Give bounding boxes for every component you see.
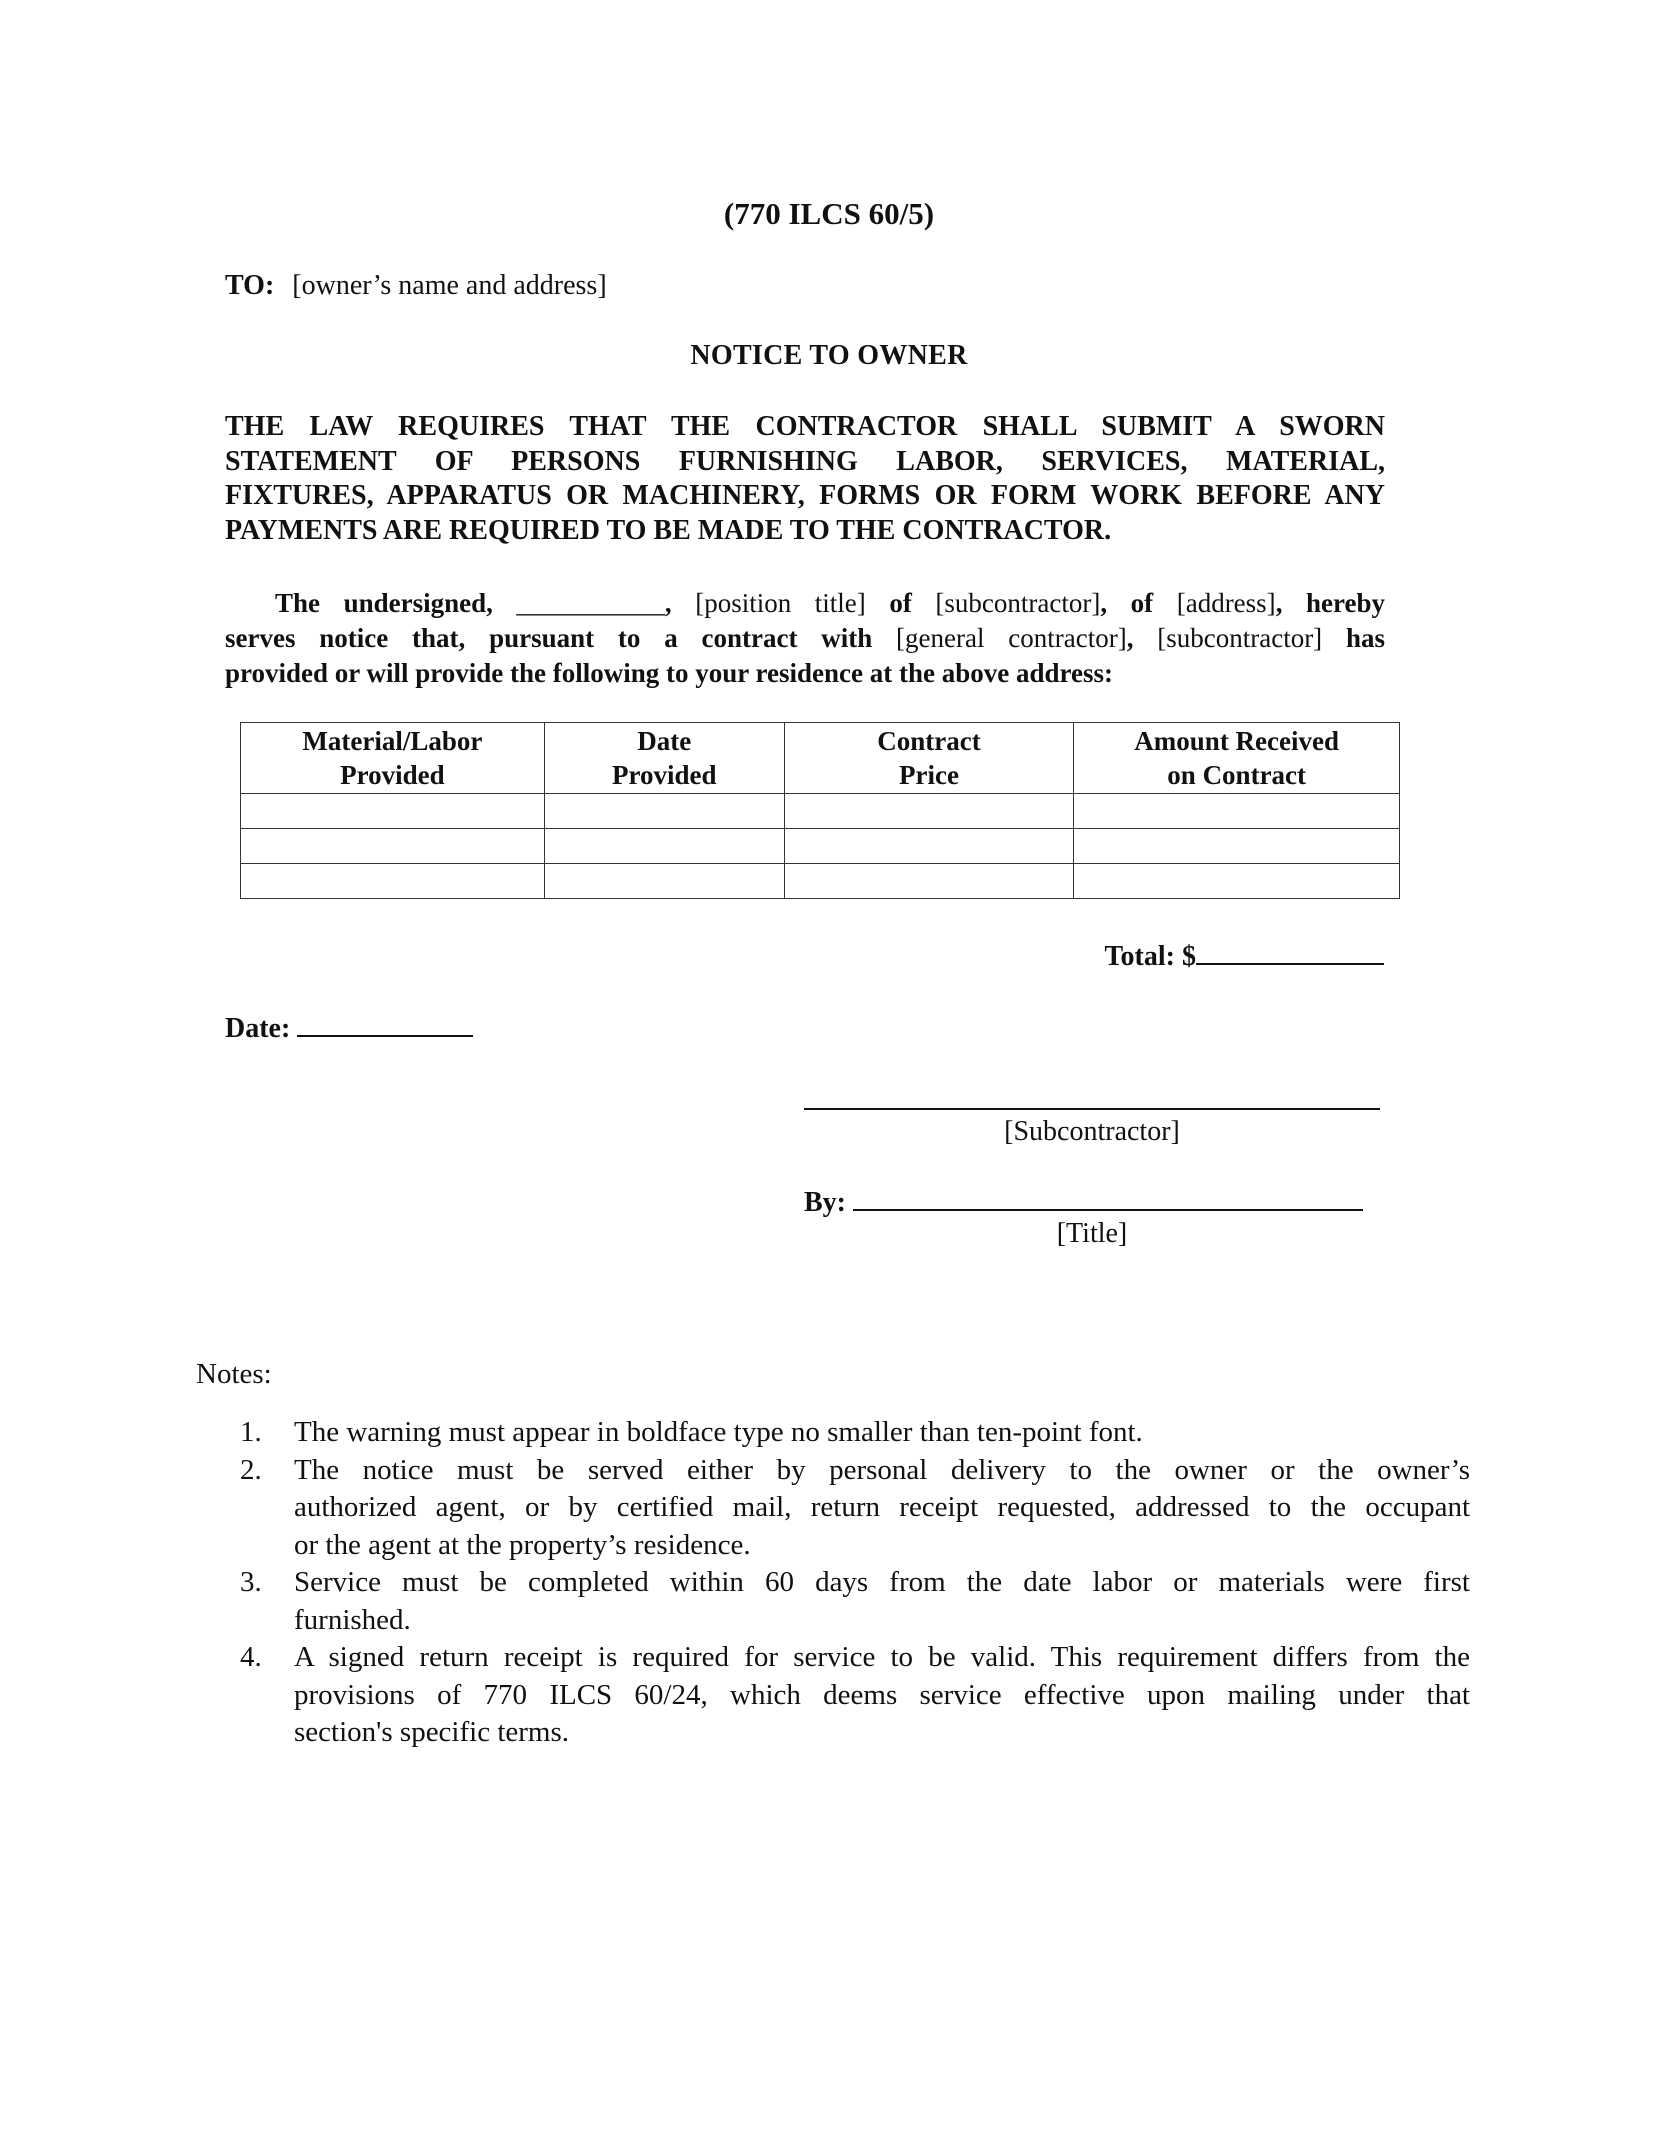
note-line: authorized agent, or by certified mail, return receipt requested, addressed to the occupant [294,1491,1470,1523]
table-row [241,829,1400,864]
total-blank[interactable] [1196,938,1384,965]
notice-title: NOTICE TO OWNER [690,340,968,371]
title-label: [Title] [1056,1218,1128,1249]
warning-paragraph [225,410,1385,548]
header-material-labor: Material/Labor Provided [241,723,545,794]
warning-line: PAYMENTS ARE REQUIRED TO BE MADE TO THE CONTRACTOR. [225,514,1112,546]
to-line [225,270,607,302]
table-header-row [241,723,1400,794]
table-cell[interactable] [784,864,1074,899]
to-label: TO: [225,270,275,301]
date-label: Date: [225,1013,291,1045]
note-line: furnished. [294,1603,411,1636]
by-signature-blank[interactable] [853,1184,1363,1211]
note-line: section's specific terms. [294,1716,570,1748]
note-line: The warning must appear in boldface type no smaller than ten-point font. [294,1416,1143,1448]
to-value: [owner’s name and address] [292,270,607,301]
note-number: 4. [240,1641,262,1673]
note-number: 1. [240,1416,262,1448]
note-number: 3. [240,1566,262,1598]
by-label: By: [804,1187,846,1219]
table-cell[interactable] [241,864,545,899]
intro-line: provided or will provide the following to your residence at the above address: [225,658,1114,688]
table-cell[interactable] [1074,829,1400,864]
list-item [240,1452,1470,1565]
subcontractor-label: [Subcontractor] [1004,1116,1180,1147]
total-label: Total: $ [1104,941,1196,973]
total-line [1104,938,1384,973]
note-line: The notice must be served either by personal delivery to the owner or the owner’s [294,1453,1470,1486]
table-cell[interactable] [784,794,1074,829]
date-blank[interactable] [297,1010,473,1037]
table-cell[interactable] [544,794,784,829]
list-item [240,1414,1470,1452]
warning-line: THE LAW REQUIRES THAT THE CONTRACTOR SHALL SUBMIT A SWORN [225,411,1385,442]
subcontractor-signature-line[interactable] [804,1108,1380,1110]
intro-paragraph [225,586,1385,691]
table-cell[interactable] [1074,864,1400,899]
by-line [804,1184,1363,1219]
list-item [240,1639,1470,1752]
name-blank: ___________ [516,588,665,618]
warning-line: FIXTURES, APPARATUS OR MACHINERY, FORMS OR FORM WORK BEFORE ANY [225,480,1385,511]
note-number: 2. [240,1453,262,1486]
table-row [241,794,1400,829]
materials-table [240,722,1400,899]
intro-line: The undersigned, ___________, [position title] of [subcontractor], of [address], hereby [275,588,1385,618]
note-line: provisions of 770 ILCS 60/24, which deems service effective upon mailing under that [294,1678,1470,1711]
table-cell[interactable] [241,794,545,829]
note-line: or the agent at the property’s residence. [294,1528,751,1561]
header-amount-received: Amount Received on Contract [1074,723,1400,794]
note-line: A signed return receipt is required for service to be valid. This requirement differs from the [294,1641,1470,1673]
intro-line: serves notice that, pursuant to a contract with [general contractor], [subcontractor] has [225,623,1386,653]
table-cell[interactable] [1074,794,1400,829]
note-line: Service must be completed within 60 days from the date labor or materials were first [294,1566,1470,1598]
header-date-provided: Date Provided [544,723,784,794]
table-cell[interactable] [784,829,1074,864]
statute-citation: (770 ILCS 60/5) [723,196,935,231]
header-contract-price: Contract Price [784,723,1074,794]
table-cell[interactable] [544,829,784,864]
notes-list [240,1414,1470,1752]
table-cell[interactable] [241,829,545,864]
table-cell[interactable] [544,864,784,899]
warning-line: STATEMENT OF PERSONS FURNISHING LABOR, SERVICES, MATERIAL, [225,445,1385,477]
list-item [240,1564,1470,1639]
table-row [241,864,1400,899]
notes-heading: Notes: [196,1358,272,1390]
date-line [225,1010,473,1045]
